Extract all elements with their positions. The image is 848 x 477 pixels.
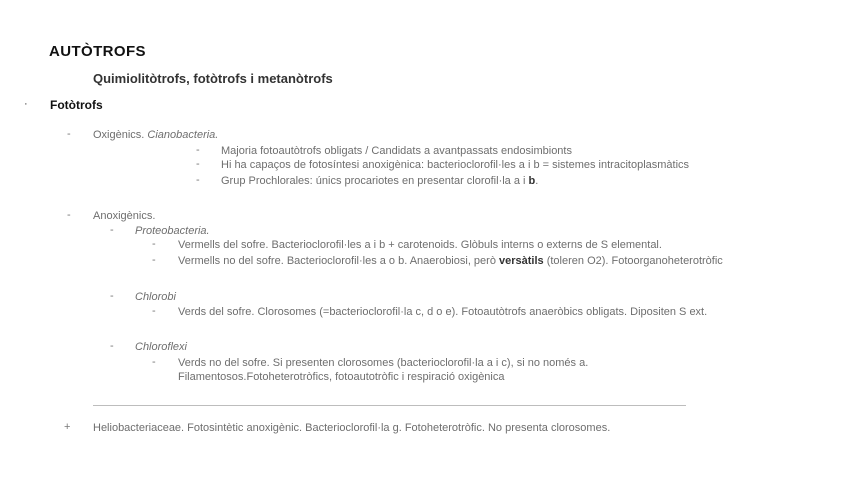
list-item: Verds del sofre. Clorosomes (=bacterioclorofil·la c, d o e). Fotoautòtrofs anaeròbics obligats. Dipositen S ext. — [178, 306, 708, 318]
dash-marker: - — [152, 356, 156, 368]
oxigenics-label: Oxigènics. — [93, 129, 148, 141]
dash-marker: - — [67, 128, 71, 140]
prochlorales-end: . — [535, 175, 539, 187]
purple-nonsulfur-text: Vermells no del sofre. Bacterioclorofil·les a o b. Anaerobiosi, però — [178, 255, 499, 267]
subtitle: Quimiolitòtrofs, fotòtrofs i metanòtrofs — [93, 71, 333, 86]
versatils-bold: versàtils — [499, 255, 544, 267]
purple-nonsulfur-end: (toleren O2). Fotoorganoheterotròfic — [543, 255, 723, 267]
heliobacteria-item: Heliobacteriaceae. Fotosintètic anoxigènic. Bacterioclorofil·la g. Fotoheterotròfic. No presenta clorosomes. — [93, 422, 611, 434]
anoxigenics-heading: Anoxigènics. — [93, 210, 156, 222]
list-item: Hi ha capaços de fotosíntesi anoxigènica: bacterioclorofil·les a i b = sistemes intracitoplasmàtics — [221, 159, 690, 171]
horizontal-divider — [93, 405, 686, 406]
list-item-continuation: Filamentosos.Fotoheterotròfics, fotoautotròfic i respiració oxigènica — [178, 371, 505, 383]
prochlorales-bold: b — [528, 175, 536, 187]
dash-marker: - — [152, 305, 156, 317]
dash-marker: - — [67, 209, 71, 221]
list-item — [221, 174, 538, 188]
dash-marker: - — [152, 254, 156, 266]
dash-marker: - — [110, 290, 114, 302]
list-item: Verds no del sofre. Si presenten clorosomes (bacterioclorofil·la a i c), si no només a. — [178, 357, 589, 369]
dash-marker: - — [196, 144, 200, 156]
dash-marker: - — [196, 158, 200, 170]
plus-marker: + — [64, 421, 71, 433]
oxigenics-taxon: Cianobacteria. — [147, 129, 219, 141]
oxigenics-heading — [93, 128, 218, 142]
chlorobi-heading: Chlorobi — [135, 291, 176, 303]
dash-marker: - — [110, 224, 114, 236]
page-title: AUTÒTROFS — [49, 43, 146, 60]
list-item: Vermells del sofre. Bacterioclorofil·les a i b + carotenoids. Glòbuls interns o externs de S elemental. — [178, 239, 662, 251]
chloroflexi-heading: Chloroflexi — [135, 341, 187, 353]
prochlorales-text: Grup Prochlorales: únics procariotes en presentar clorofil·la a i — [221, 175, 529, 187]
proteobacteria-heading: Proteobacteria. — [135, 225, 210, 237]
section-bullet: · — [24, 98, 28, 110]
section-heading: Fotòtrofs — [50, 98, 103, 112]
dash-marker: - — [110, 340, 114, 352]
list-item — [178, 254, 723, 268]
dash-marker: - — [196, 174, 200, 186]
list-item: Majoria fotoautòtrofs obligats / Candidats a avantpassats endosimbionts — [221, 145, 572, 157]
dash-marker: - — [152, 238, 156, 250]
